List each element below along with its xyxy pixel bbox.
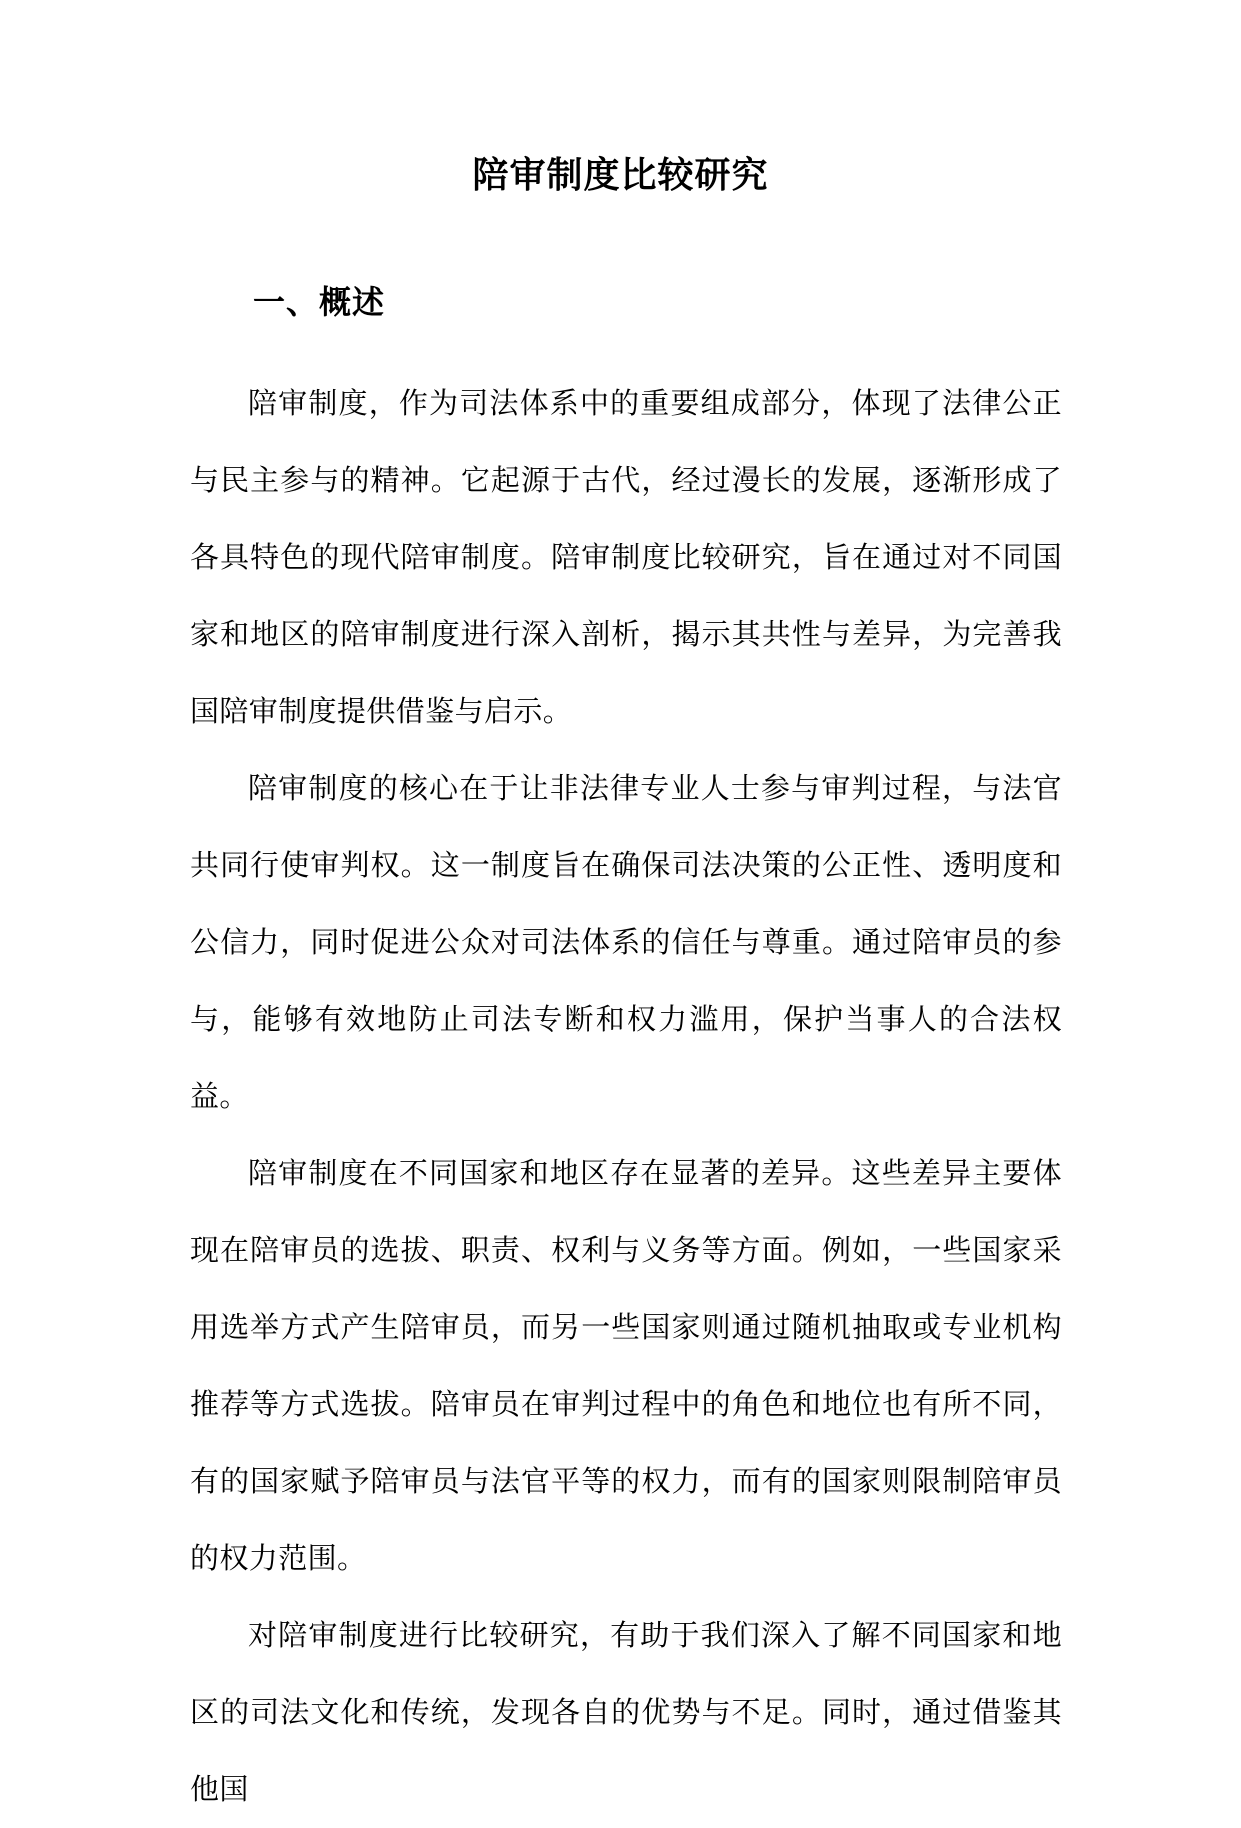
body-text (190, 365, 1062, 1828)
paragraph: 陪审制度的核心在于让非法律专业人士参与审判过程，与法官共同行使审判权。这一制度旨在确保司法决策的公正性、透明度和公信力，同时促进公众对司法体系的信任与尊重。通过陪审员的参与，能够有效地防止司法专断和权力滥用，保护当事人的合法权益。 (190, 771, 1062, 1113)
section-heading: 一、概述 (253, 283, 386, 321)
paragraph: 陪审制度在不同国家和地区存在显著的差异。这些差异主要体现在陪审员的选拔、职责、权利与义务等方面。例如，一些国家采用选举方式产生陪审员，而另一些国家则通过随机抽取或专业机构推荐等方式选拔。陪审员在审判过程中的角色和地位也有所不同，有的国家赋予陪审员与法官平等的权力，而有的国家则限制陪审员的权力范围。 (190, 1156, 1062, 1575)
paragraph: 陪审制度，作为司法体系中的重要组成部分，体现了法律公正与民主参与的精神。它起源于古代，经过漫长的发展，逐渐形成了各具特色的现代陪审制度。陪审制度比较研究，旨在通过对不同国家和地区的陪审制度进行深入剖析，揭示其共性与差异，为完善我国陪审制度提供借鉴与启示。 (190, 386, 1062, 728)
document-title: 陪审制度比较研究 (472, 154, 769, 196)
paragraph: 对陪审制度进行比较研究，有助于我们深入了解不同国家和地区的司法文化和传统，发现各自的优势与不足。同时，通过借鉴其他国 (190, 1618, 1062, 1806)
